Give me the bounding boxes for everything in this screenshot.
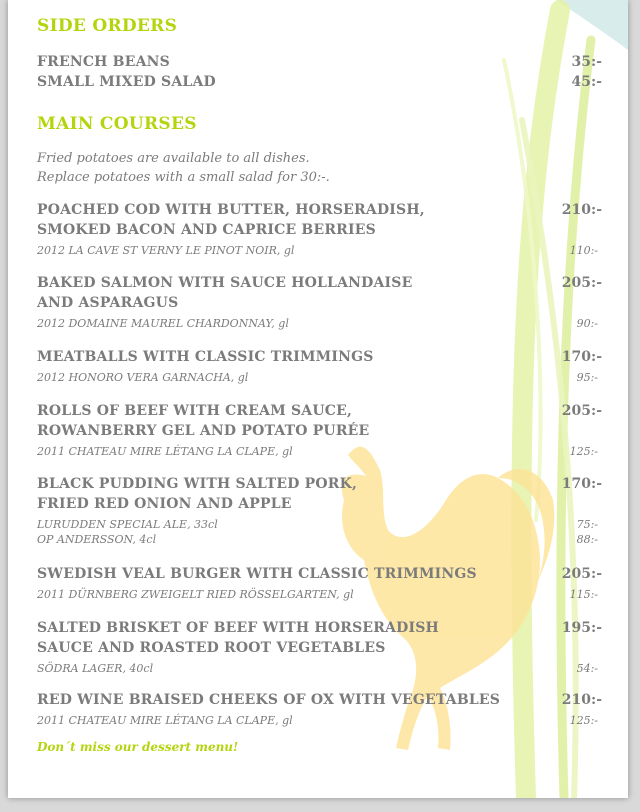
dish-name-line: BAKED SALMON WITH SAUCE HOLLANDAISE — [37, 275, 413, 291]
wine-price: 115:- — [569, 588, 598, 601]
dish-price: 210:- — [561, 202, 602, 218]
dish-name-line: SMOKED BACON AND CAPRICE BERRIES — [37, 222, 376, 238]
main-course-item — [37, 401, 602, 459]
wine-name: 2012 LA CAVE ST VERNY LE PINOT NOIR, gl — [37, 244, 295, 257]
wine-price: 110:- — [569, 244, 598, 257]
side-orders-title: SIDE ORDERS — [37, 16, 178, 36]
dish-price: 195:- — [561, 620, 602, 636]
wine-pairing — [37, 532, 602, 547]
main-courses-title: MAIN COURSES — [37, 114, 197, 134]
dish-name-line: SALTED BRISKET OF BEEF WITH HORSERADISH — [37, 620, 439, 636]
wine-name: OP ANDERSSON, 4cl — [37, 533, 157, 546]
dish-price: 170:- — [561, 476, 602, 492]
side-order-item — [37, 72, 602, 92]
wine-price: 54:- — [576, 662, 598, 675]
wine-pairing — [37, 661, 602, 676]
wine-pairing — [37, 316, 602, 331]
main-course-item — [37, 347, 602, 385]
wine-price: 88:- — [576, 533, 598, 546]
main-course-item — [37, 564, 602, 602]
wine-price: 125:- — [569, 714, 598, 727]
main-course-item — [37, 618, 602, 676]
wine-price: 75:- — [576, 518, 598, 531]
dish-price: 205:- — [561, 403, 602, 419]
dish-price: 210:- — [561, 692, 602, 708]
dish-name-line: FRIED RED ONION AND APPLE — [37, 496, 292, 512]
side-order-name: FRENCH BEANS — [37, 54, 170, 70]
dish-name-line: ROLLS OF BEEF WITH CREAM SAUCE, — [37, 403, 353, 419]
wine-name: 2012 HONORO VERA GARNACHA, gl — [37, 371, 249, 384]
wine-price: 90:- — [576, 317, 598, 330]
dish-name-line: RED WINE BRAISED CHEEKS OF OX WITH VEGETABLES — [37, 692, 501, 708]
side-order-price: 35:- — [571, 54, 602, 70]
dish-name-line: AND ASPARAGUS — [37, 295, 179, 311]
wine-name: 2011 DÜRNBERG ZWEIGELT RIED RÖSSELGARTEN, gl — [37, 588, 354, 601]
main-course-item — [37, 690, 602, 728]
dish-name-line: POACHED COD WITH BUTTER, HORSERADISH, — [37, 202, 425, 218]
wine-name: LURUDDEN SPECIAL ALE, 33cl — [37, 518, 218, 531]
potato-note-line-2: Replace potatoes with a small salad for 30:-. — [37, 170, 330, 185]
main-course-item — [37, 200, 602, 258]
wine-name: SÖDRA LAGER, 40cl — [37, 662, 154, 675]
wine-pairing — [37, 517, 602, 532]
dessert-menu-note: Don´t miss our dessert menu! — [37, 740, 239, 754]
main-course-item — [37, 273, 602, 331]
side-order-item — [37, 52, 602, 72]
wine-price: 125:- — [569, 445, 598, 458]
dish-name-line: ROWANBERRY GEL AND POTATO PURÉE — [37, 423, 370, 439]
wine-price: 95:- — [576, 371, 598, 384]
wine-name: 2012 DOMAINE MAUREL CHARDONNAY, gl — [37, 317, 289, 330]
wine-pairing — [37, 587, 602, 602]
dish-name-line: SAUCE AND ROASTED ROOT VEGETABLES — [37, 640, 386, 656]
dish-name-line: BLACK PUDDING WITH SALTED PORK, — [37, 476, 358, 492]
menu-page — [8, 0, 628, 798]
side-order-name: SMALL MIXED SALAD — [37, 74, 216, 90]
dish-price: 205:- — [561, 566, 602, 582]
wine-pairing — [37, 444, 602, 459]
wine-pairing — [37, 243, 602, 258]
dish-price: 205:- — [561, 275, 602, 291]
dish-name-line: SWEDISH VEAL BURGER WITH CLASSIC TRIMMINGS — [37, 566, 477, 582]
wine-pairing — [37, 713, 602, 728]
dish-price: 170:- — [561, 349, 602, 365]
main-course-item — [37, 474, 602, 547]
potato-note-line-1: Fried potatoes are available to all dishes. — [37, 151, 310, 166]
dish-name-line: MEATBALLS WITH CLASSIC TRIMMINGS — [37, 349, 374, 365]
wine-pairing — [37, 370, 602, 385]
wine-name: 2011 CHATEAU MIRE LÉTANG LA CLAPE, gl — [37, 714, 293, 727]
wine-name: 2011 CHATEAU MIRE LÉTANG LA CLAPE, gl — [37, 445, 293, 458]
side-order-price: 45:- — [571, 74, 602, 90]
